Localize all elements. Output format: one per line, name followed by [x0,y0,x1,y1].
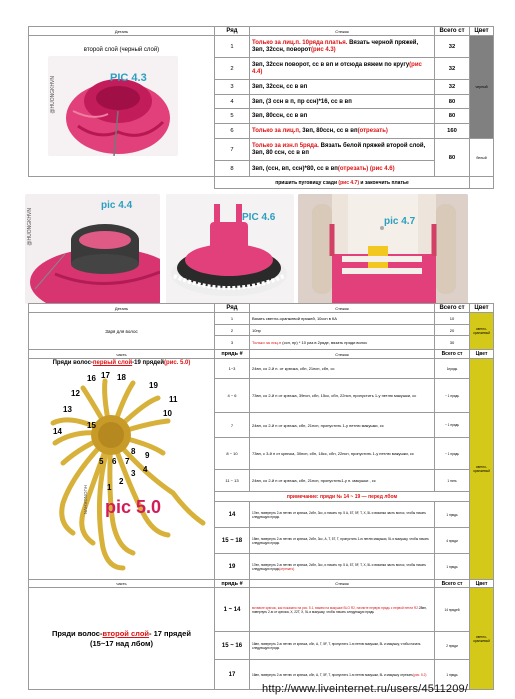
row-number: 15 ~ 18 [215,528,250,554]
watermark: @HUONGKHVN [27,208,33,246]
strand-number: 9 [145,451,150,460]
total: 10 [435,313,470,325]
pic-label: pic 4.4 [101,200,133,211]
doll-back-drawing [298,194,468,304]
desc-red: (отрезать) [279,566,295,571]
photo-pic-4-7 [298,194,468,304]
hair2-title-b: - 17 прядей [149,628,191,638]
desc-red: Только за лиц.п [252,340,282,345]
strand-number: 3 [131,469,136,478]
desc: 24вп, со 2-й п от крючка, сбн, 21псн, пропустить1-у п. макушки , сс [252,478,376,483]
strand-number: 10 [163,409,172,418]
desc: 3вп, 80ссн, сс в вп [252,113,308,119]
desc: Вязать белой пряжей второй слой, 3вп, 80 ссн, сс в вп [252,142,426,156]
subheader-color: Цвет [470,580,494,588]
hair-title-a: Пряди волос- [52,360,93,366]
pic-label: PIC 4.3 [110,72,147,84]
section-label: Заря для волос [29,313,215,350]
hair2-title-a: Пряди волос- [52,628,103,638]
row-number: 15 ~ 16 [215,632,250,660]
watermark: HUONGKHVN [83,485,88,515]
col-total: Всего ст [435,304,470,313]
row-number: 14 [215,502,250,528]
row-number: 19 [215,554,250,580]
strand-number: 8 [131,447,136,456]
col-total: Всего ст [435,27,470,36]
color-cell: светло-оранжевый [470,313,494,350]
total: 80 [435,109,470,124]
desc-tail: (отрезать) (рис 4.6) [337,165,395,172]
total: 4 пряди [435,528,470,554]
col-color: Цвет [470,304,494,313]
row-number: 6 [215,124,250,139]
subheader-row: прядь # [215,350,250,359]
hair-note: примечание: пряди № 14 ~ 19 — перед лбом [215,492,470,502]
desc: 24вп, со 2-й п от крючка, сбн, 21псн, пропустить 1-у петлю макушки, сс [252,422,384,428]
row-number: 3 [215,80,250,95]
desc: 15вп, повернуть 2-ю петлю от крючка, 2сбн, 3сс, А, Т, 5Т, Т, пропустить 1-ю петлю макушки, 5L и макушку, чтобы начать следующую прядь [252,536,429,545]
total: 1 прядь [435,554,470,580]
total: 1 нить [435,470,470,492]
hair-title-red: первый слой [92,360,133,366]
desc-tail: (рис 4.3) [310,46,336,53]
col-part: Деталь [29,27,215,36]
strand-number: 11 [169,395,178,404]
row-number: 11 ~ 13 [215,470,250,492]
hair2-title-red: второй слой [102,628,150,638]
desc: Вязать черной пряжей, 3вп, 32ссн, поворот [252,39,419,53]
strand-number: 2 [119,477,124,486]
photo-pic-4-3 [48,56,178,156]
color-cell: светло-оранжевый [470,588,494,690]
total: ~ 1 прядь [435,379,470,413]
desc-tail: (рис 4.4) [252,61,422,75]
total: 30 [435,336,470,350]
color-cell-black: черный [470,36,494,139]
desc: 3вп, 80ссн, сс в вп [300,128,358,134]
subheader-total: Всего ст [435,350,470,359]
footer-red: (рис 4.7) [338,179,360,186]
hair-title-b: -19 прядей [132,360,165,366]
photo-pic-4-4 [25,194,160,304]
pic-label: pic 5.0 [105,497,162,517]
total: 1 прядь [435,502,470,528]
desc-red: (рис. 5.2) [413,672,427,677]
desc-red: вставьте крючок, как показано на рис. 5.1, вяжем на макушке BLO R2, начните первую прядь с первой петли R2. [252,605,419,610]
row-number: 1 ~ 14 [215,588,250,632]
desc: 16вп, повернуть 2-ю петлю от крючка, сбн, А, Т, 5F, Т, пропустить 1-ю петлю макушки, 5L и макушку отрезать [252,672,414,677]
desc: 73вп, со 2-й п от крючка, 39псн, сбн, 15сс, сбн, 22псн, пропустить 1-у петлю макушки, сс [252,393,417,398]
desc-red: Только за изн.п 5ряда. [252,142,319,149]
black-layer-drawing [25,194,160,304]
row-number: 2 [215,58,250,80]
row-number: 2 [215,325,250,336]
row-number: 1~3 [215,359,250,379]
strand-number: 19 [149,381,158,390]
desc: 17вп, повернуть 2-ю петлю от крючка, 2сбн, 3сс, и начать пр. 5 А, 5Т, 5F, Т, Х, 5L и вязанка часть волос, чтобы начать следующую прядь [252,510,427,519]
total: 80 [435,95,470,109]
row-number: 7 [215,413,250,438]
strand-number: 12 [71,389,80,398]
subheader-color: Цвет [470,350,494,359]
strand-number: 4 [143,465,148,474]
hair2-title-c: (15~17 над лбом) [89,638,154,648]
strand-number: 6 [112,457,117,466]
row-number: 1 [215,313,250,325]
photo-pic-4-6 [166,194,294,304]
strand-number: 17 [101,371,110,380]
total: 1прядь [435,359,470,379]
col-stitch: Стежок [250,27,435,36]
subheader-row: прядь # [215,580,250,588]
hair-title-tail: (рис. 5.0) [164,360,191,366]
pic-label: PIC 4.6 [242,212,276,223]
row-number: 7 [215,139,250,161]
total: ~ 1 прядь [435,413,470,438]
total: 1 прядь [435,660,470,690]
section-label: второй слой (черный слой) [83,47,160,53]
desc: 17вп, повернуть 2-ю петлю от крючка, 2сбн, 3сс, и начать пр. 5 А, 5Т, 5F, Т, Х, 5L и вязанка часть волос, чтобы начать следующую прядь [252,562,427,571]
color-cell: светло-оранжевый [470,359,494,580]
subheader-part: часть [29,350,215,359]
photo-pic-5-0 [33,373,211,573]
row-number: 4 ~ 6 [215,379,250,413]
total: 32 [435,58,470,80]
strand-number: 15 [87,421,96,430]
total: 20 [435,325,470,336]
strand-numbers [87,371,205,427]
row-number: 17 [215,660,250,690]
col-row: Ряд [215,27,250,36]
desc-red: Только за лиц.п, [252,128,301,134]
source-url[interactable]: http://www.liveinternet.ru/users/4511209/ [262,683,469,695]
col-part: Деталь [29,304,215,313]
desc: 10пр [252,327,261,333]
row-number: 3 [215,336,250,350]
footer: пришить пуговицу сзади [275,179,338,186]
desc: 28вп, повернуть 2-ю от крючка, Х, 22Т, Х, 5L и макушку, чтобы начать следующую прядь [252,605,427,614]
color-cell-white: белый [470,139,494,177]
subheader-stitch: Стежок [250,350,435,359]
subheader-part: часть [29,580,215,588]
row-number: 8 [215,161,250,177]
doll-skirt-drawing [48,56,178,156]
dress-drawing [166,194,294,304]
desc: 3вп, 32ссн поворот, сс в вп и отсюда вяжем по кругу [252,61,410,68]
strand-number: 16 [87,374,96,383]
col-stitch: Стежок [250,304,435,313]
total: 14 прядей [435,588,470,632]
desc: 16вп, повернуть 2-ю петлю от крючка, сбн, А, Т, 5F, Т, пропустить 1-ю петлю макушки, 5L и макушку, чтобы начать следующую прядь [252,641,421,650]
row-number: 5 [215,109,250,124]
row-number: 1 [215,36,250,58]
strand-number: 1 [107,483,112,492]
total: 2 пряди [435,632,470,660]
total: 160 [435,124,470,139]
total: 32 [435,36,470,58]
desc: 3вп, 32ссн, сс в вп [252,84,308,90]
subheader-stitch: Стежок [250,580,435,588]
strand-number: 7 [125,457,130,466]
desc-tail: (отрезать) [357,128,388,134]
strand-number: 5 [99,457,104,466]
pic-label: pic 4.7 [384,216,416,227]
watermark: @HUONGKHVN [50,76,56,114]
desc: Вязать светло-оранжевой пряжей, 10ссн в КА [252,316,337,321]
desc: 73вп, с 3-й п от крючка, 30псн, сбн, 18сс, сбн, 22псн, пропустить 1-у петлю макушки, сс [252,451,414,456]
row-number: 4 [215,95,250,109]
col-color: Цвет [470,27,494,36]
desc: 3вп, (ссн, вп, ссн)*80, сс в вп [252,165,338,172]
total: 80 [435,139,470,177]
total: ~ 1 прядь [435,438,470,470]
desc-red: Только за лиц.п. 10ряда платья. [252,39,348,46]
total: 32 [435,80,470,95]
desc: 24вп, со 2-й п. от крючка, сбн, 21псн, сбн, сс [252,366,335,371]
subheader-total: Всего ст [435,580,470,588]
strand-number: 14 [53,427,62,436]
col-row: Ряд [215,304,250,313]
strand-number: 13 [63,405,72,414]
strand-number: 18 [117,373,126,382]
desc: (ссн, пр) * 10 раз в 2ряде, вязать пряди волос [281,340,368,345]
row-number: 8 ~ 10 [215,438,250,470]
desc: 3вп, (3 ссн в п, пр ссн)*16, сс в вп [252,98,352,105]
footer-tail: и закончить платье [360,179,409,186]
